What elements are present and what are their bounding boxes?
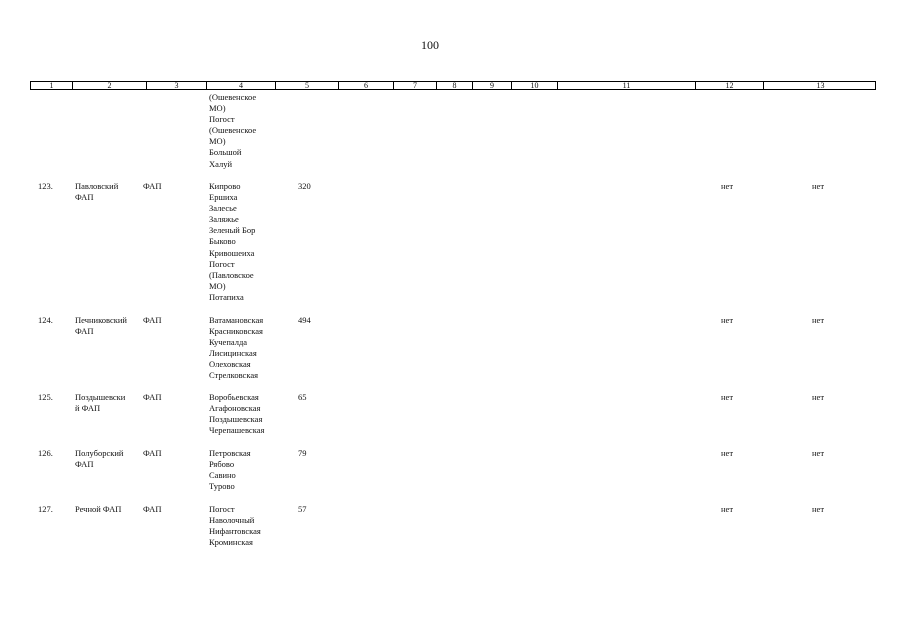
villages-cell [209,181,255,303]
col13-value: нет [812,448,825,458]
village: Погост [209,114,235,125]
header-col-13: 13 [763,82,877,89]
col13-value: нет [812,504,825,514]
village: (Ошевенское [209,125,257,136]
villages-cell [209,392,264,436]
header-col-8: 8 [436,82,472,89]
col13-value: нет [812,315,825,325]
row-number: 126. [38,448,53,458]
village: Агафоновская [209,403,261,414]
col12-value: нет [721,181,734,191]
village: МО) [209,136,226,147]
facility-name: Поздышевски й ФАП [75,392,126,414]
header-col-12: 12 [695,82,763,89]
col13-value: нет [812,181,825,191]
row-number: 123. [38,181,53,191]
header-col-11: 11 [557,82,695,89]
facility-type: ФАП [143,181,162,191]
village: Поздышевская [209,414,263,425]
village: Турово [209,481,235,492]
village: Петровская [209,448,251,458]
village: Большой [209,147,242,158]
col12-value: нет [721,448,734,458]
village: Залесье [209,203,237,214]
header-col-7: 7 [393,82,436,89]
village: Воробьевская [209,392,259,402]
col12-value: нет [721,392,734,402]
header-col-4: 4 [206,82,275,89]
villages-cell [209,92,256,170]
facility-type: ФАП [143,448,162,458]
village: Кривошеиха [209,247,255,258]
population: 57 [298,504,307,514]
table-header-row [30,81,876,90]
village: Лисицинская [209,348,257,359]
row-number: 125. [38,392,53,402]
facility-name: Речной ФАП [75,504,122,514]
population: 79 [298,448,307,458]
village: Ершиха [209,192,238,203]
village: МО) [209,280,226,291]
village: Черепашевская [209,425,265,436]
page-number: 100 [421,38,439,52]
village: Кучепалда [209,337,248,348]
village: Халуй [209,158,233,169]
village: Заляжье [209,214,239,225]
facility-type: ФАП [143,315,162,325]
villages-cell [209,315,263,382]
header-col-1: 1 [49,81,54,90]
village: МО) [209,103,226,114]
facility-name: Полуборский ФАП [75,448,124,470]
col12-value: нет [721,315,734,325]
village: Наволочный [209,515,255,526]
header-col-5: 5 [275,82,338,89]
row-number: 127. [38,504,53,514]
header-col-2: 2 [72,82,146,89]
village: Стрелковская [209,370,259,381]
village: Потапиха [209,291,244,302]
village: Нифантовская [209,526,261,537]
village: Красниковская [209,326,263,337]
facility-type: ФАП [143,504,162,514]
header-col-3: 3 [146,82,206,89]
row-number: 124. [38,315,53,325]
villages-cell [209,448,251,492]
population: 65 [298,392,307,402]
village: (Павловское [209,269,254,280]
village: Савино [209,470,236,481]
village: Зеленый Бор [209,225,256,236]
village: Ватамановская [209,315,264,325]
header-col-9: 9 [472,82,511,89]
village: Погост [209,258,235,269]
village: Кипрово [209,181,241,191]
population: 494 [298,315,311,325]
facility-name: Павловский ФАП [75,181,119,203]
header-col-10: 10 [511,82,557,89]
col13-value: нет [812,392,825,402]
facility-name: Печниковский ФАП [75,315,127,337]
header-col-6: 6 [338,82,393,89]
population: 320 [298,181,311,191]
village: Погост [209,504,235,514]
village: Кроминская [209,537,253,548]
village: (Ошевенское [209,92,257,102]
col12-value: нет [721,504,734,514]
village: Быково [209,236,236,247]
village: Олеховская [209,359,251,370]
village: Рябово [209,459,235,470]
facility-type: ФАП [143,392,162,402]
villages-cell [209,504,261,548]
